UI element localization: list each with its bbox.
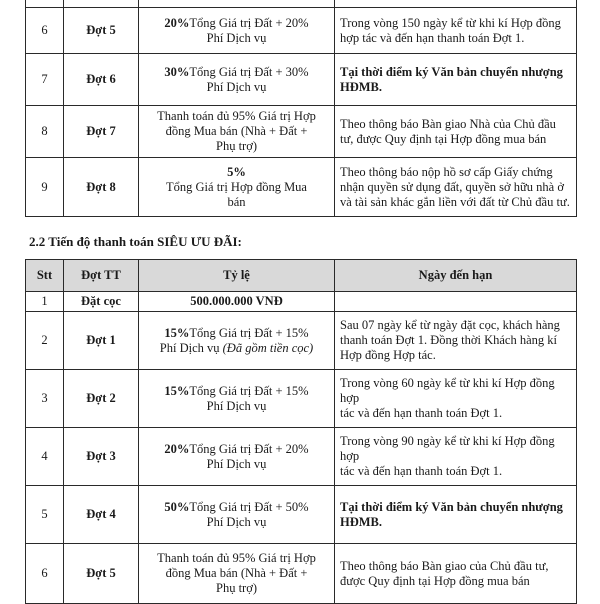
due-cell bbox=[335, 486, 577, 544]
due-text: hợp tác và đến hạn thanh toán Đợt 1. bbox=[340, 30, 525, 45]
installment-label: Đợt 1 bbox=[64, 312, 139, 370]
table-row bbox=[26, 8, 577, 54]
due-text: Trong vòng 150 ngày kể từ khi kí Hợp đồng bbox=[340, 15, 561, 30]
due-cell bbox=[335, 370, 577, 428]
due-text: Theo thông báo Bàn giao Nhà của Chủ đầu bbox=[340, 116, 556, 131]
due-cell bbox=[335, 106, 577, 158]
due-text: tác và đến hạn thanh toán Đợt 1. bbox=[340, 406, 503, 420]
installment-label: Đợt 7 bbox=[64, 106, 139, 158]
rate-percent: 15% bbox=[164, 325, 190, 340]
column-header-rate: Tỷ lệ bbox=[139, 260, 335, 292]
rate-text: đồng Mua bán (Nhà + Đất + bbox=[165, 124, 308, 138]
rate-percent: 15% bbox=[164, 383, 190, 398]
installment-label: Đợt 4 bbox=[64, 486, 139, 544]
installment-label: Đợt 5 bbox=[64, 544, 139, 604]
due-text: Tại thời điểm ký Văn bản chuyển nhượng bbox=[340, 64, 563, 79]
row-number: 1 bbox=[26, 292, 64, 312]
due-text: và tài sản khác gắn liền với đất từ Chủ đầu tư. bbox=[340, 194, 570, 209]
table-row bbox=[26, 486, 577, 544]
rate-text: Phí Dịch vụ bbox=[206, 398, 267, 413]
column-header-due: Ngày đến hạn bbox=[335, 260, 577, 292]
rate-note: (Đã gồm tiền cọc) bbox=[222, 340, 314, 355]
rate-text: Tổng Giá trị Đất + 15% bbox=[189, 383, 309, 398]
row-number: 6 bbox=[26, 544, 64, 604]
rate-text: Phụ trợ) bbox=[216, 139, 257, 153]
rate-text: Phụ trợ) bbox=[216, 581, 257, 595]
due-cell bbox=[335, 54, 577, 106]
rate-percent: 50% bbox=[164, 499, 190, 514]
due-text: HĐMB. bbox=[340, 79, 383, 94]
row-number: 3 bbox=[26, 370, 64, 428]
row-number: 4 bbox=[26, 428, 64, 486]
rate-text: bán bbox=[227, 194, 246, 209]
rate-text: Phí Dịch vụ bbox=[206, 456, 267, 471]
rate-cell bbox=[139, 8, 335, 54]
rate-percent: 20% bbox=[164, 15, 190, 30]
table-header-row bbox=[26, 260, 577, 292]
rate-percent: 20% bbox=[164, 441, 190, 456]
table-row bbox=[26, 54, 577, 106]
due-text: HĐMB. bbox=[340, 514, 383, 529]
payment-schedule-table-1 bbox=[25, 0, 577, 217]
rate-text: Tổng Giá trị Đất + 20% bbox=[189, 441, 309, 456]
rate-cell bbox=[139, 544, 335, 604]
installment-label: Đợt 6 bbox=[64, 54, 139, 106]
row-number: 8 bbox=[26, 106, 64, 158]
rate-cell bbox=[139, 370, 335, 428]
rate-cell bbox=[139, 312, 335, 370]
rate-cell bbox=[139, 428, 335, 486]
rate-cell bbox=[139, 54, 335, 106]
column-header-stt: Stt bbox=[26, 260, 64, 292]
due-text: Tại thời điểm ký Văn bản chuyển nhượng bbox=[340, 499, 563, 514]
due-text: Trong vòng 90 ngày kể từ khi kí Hợp đồng hợp bbox=[340, 434, 555, 463]
due-cell bbox=[335, 428, 577, 486]
row-number: 9 bbox=[26, 158, 64, 217]
due-text: Trong vòng 60 ngày kể từ khi kí Hợp đồng hợp bbox=[340, 376, 555, 405]
installment-label: Đợt 8 bbox=[64, 158, 139, 217]
rate-text: 500.000.000 VNĐ bbox=[139, 292, 335, 312]
rate-text: Tổng Giá trị Đất + 50% bbox=[189, 499, 309, 514]
rate-percent: 5% bbox=[227, 164, 246, 179]
row-number: 7 bbox=[26, 54, 64, 106]
table-row bbox=[26, 292, 577, 312]
due-text: nhận quyền sử dụng đất, quyền sở hữu nhà ở bbox=[340, 179, 564, 194]
rate-cell bbox=[139, 106, 335, 158]
rate-text: Phí Dịch vụ bbox=[206, 514, 267, 529]
rate-cell bbox=[139, 486, 335, 544]
due-cell bbox=[335, 544, 577, 604]
section-heading: 2.2 Tiến độ thanh toán SIÊU ƯU ĐÃI: bbox=[29, 234, 242, 249]
installment-label: Đợt 2 bbox=[64, 370, 139, 428]
rate-text: Phí Dịch vụ bbox=[206, 30, 267, 45]
due-text: Theo thông báo nộp hồ sơ cấp Giấy chứng bbox=[340, 164, 553, 179]
due-text: Sau 07 ngày kể từ ngày đặt cọc, khách hàng bbox=[340, 318, 560, 332]
due-cell bbox=[335, 292, 577, 312]
row-number: 6 bbox=[26, 8, 64, 54]
rate-text: Tổng Giá trị Đất + 30% bbox=[189, 64, 309, 79]
table-row bbox=[26, 428, 577, 486]
column-header-installment: Đợt TT bbox=[64, 260, 139, 292]
rate-text: Tổng Giá trị Đất + 15% bbox=[189, 325, 309, 340]
rate-text: Tổng Giá trị Đất + 20% bbox=[189, 15, 309, 30]
rate-text: đồng Mua bán (Nhà + Đất + bbox=[165, 566, 308, 580]
table-row bbox=[26, 106, 577, 158]
due-text: tác và đến hạn thanh toán Đợt 1. bbox=[340, 464, 503, 478]
due-text: tư, được Quy định tại Hợp đồng mua bán bbox=[340, 131, 547, 146]
due-text: thanh toán Đợt 1. Đồng thời Khách hàng kí bbox=[340, 333, 558, 347]
table-row bbox=[26, 312, 577, 370]
installment-label: Đặt cọc bbox=[64, 292, 139, 312]
rate-text: Phí Dịch vụ bbox=[159, 340, 220, 355]
table-row bbox=[26, 158, 577, 217]
table-row bbox=[26, 544, 577, 604]
row-number: 2 bbox=[26, 312, 64, 370]
rate-text: Tổng Giá trị Hợp đồng Mua bbox=[166, 179, 307, 194]
payment-schedule-table-2 bbox=[25, 259, 577, 604]
rate-text: Thanh toán đủ 95% Giá trị Hợp bbox=[157, 109, 316, 123]
installment-label: Đợt 3 bbox=[64, 428, 139, 486]
due-cell bbox=[335, 158, 577, 217]
table-row-cut bbox=[26, 0, 577, 8]
due-text: được Quy định tại Hợp đồng mua bán bbox=[340, 573, 530, 588]
due-cell bbox=[335, 312, 577, 370]
due-text: Theo thông báo Bàn giao của Chủ đầu tư, bbox=[340, 558, 549, 573]
installment-label: Đợt 5 bbox=[64, 8, 139, 54]
due-text: Hợp đồng Hợp tác. bbox=[340, 348, 436, 362]
table-row bbox=[26, 370, 577, 428]
rate-text: Thanh toán đủ 95% Giá trị Hợp bbox=[157, 551, 316, 565]
rate-cell bbox=[139, 158, 335, 217]
rate-percent: 30% bbox=[164, 64, 190, 79]
row-number: 5 bbox=[26, 486, 64, 544]
rate-text: Phí Dịch vụ bbox=[206, 79, 267, 94]
due-cell bbox=[335, 8, 577, 54]
